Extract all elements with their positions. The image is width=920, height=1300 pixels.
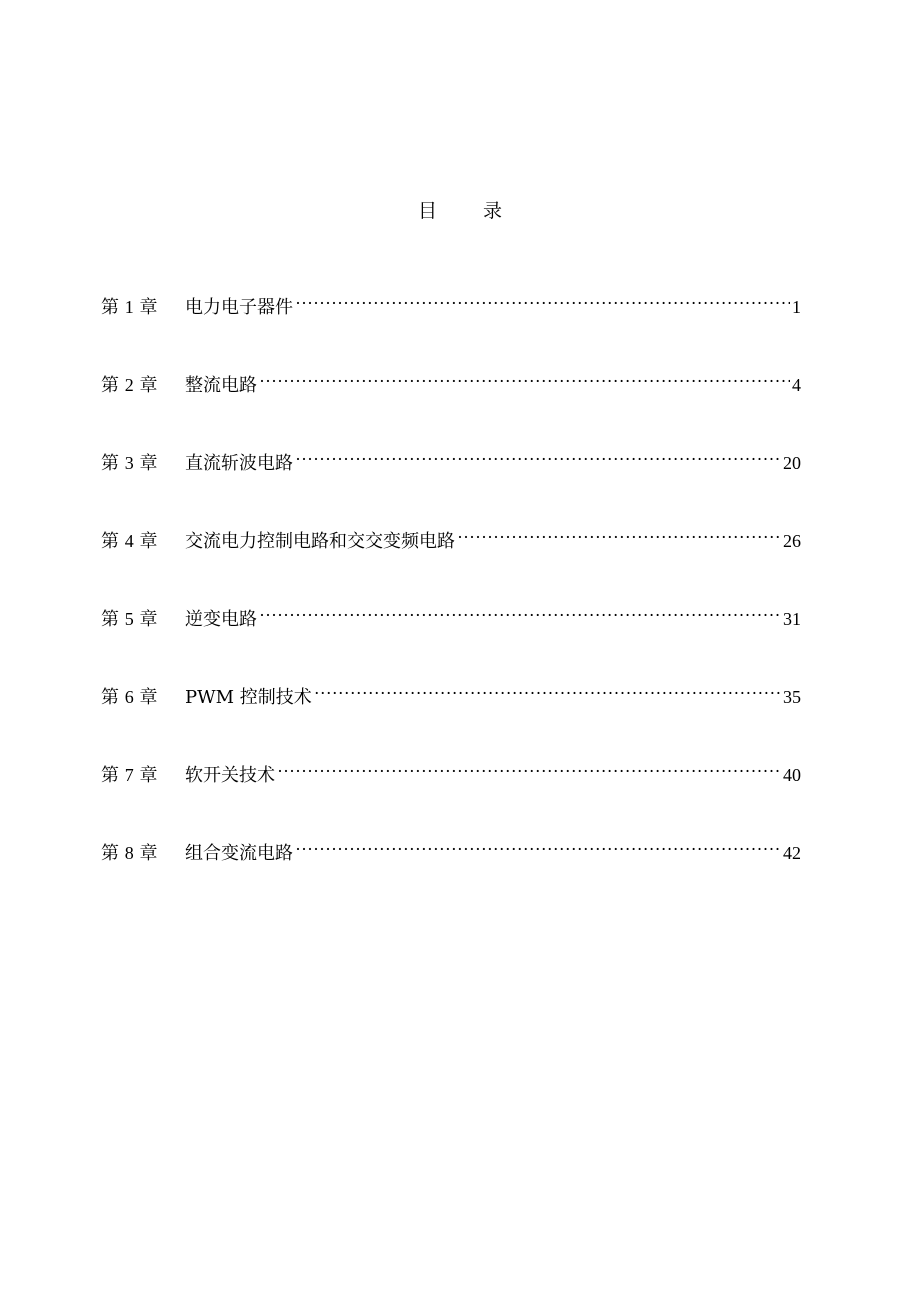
chapter-title: 整流电路 [185,375,257,396]
toc-entry-1[interactable] [101,293,801,371]
page-number: 26 [783,531,801,551]
chapter-title: 交流电力控制电路和交交变频电路 [185,531,455,552]
page-number: 35 [783,687,801,707]
chapter-title: 直流斩波电路 [185,453,293,474]
dot-leader [259,607,781,625]
chapter-title: 电力电子器件 [185,297,293,318]
chapter-label: 第 1 章 [101,297,158,318]
dot-leader [295,295,790,313]
toc-entry-3[interactable] [101,449,801,527]
toc-entry-2[interactable] [101,371,801,449]
dot-leader [295,451,781,469]
chapter-title: PWM 控制技术 [185,687,312,708]
dot-leader [314,685,781,703]
page-number: 20 [783,453,801,473]
dot-leader [277,763,781,781]
chapter-label: 第 7 章 [101,765,158,786]
chapter-title: 软开关技术 [185,765,275,786]
page-number: 40 [783,765,801,785]
chapter-label: 第 2 章 [101,375,158,396]
toc-entry-8[interactable] [101,839,801,917]
toc-list [101,293,801,917]
toc-title: 目 录 [417,200,523,222]
page-number: 4 [792,375,801,395]
toc-entry-7[interactable] [101,761,801,839]
chapter-title: 组合变流电路 [185,843,293,864]
chapter-label: 第 5 章 [101,609,158,630]
chapter-title: 逆变电路 [185,609,257,630]
toc-entry-4[interactable] [101,527,801,605]
chapter-label: 第 3 章 [101,453,158,474]
chapter-label: 第 6 章 [101,687,158,708]
chapter-label: 第 4 章 [101,531,158,552]
dot-leader [295,841,781,859]
page-number: 1 [792,297,801,317]
chapter-label: 第 8 章 [101,843,158,864]
page-number: 42 [783,843,801,863]
page-number: 31 [783,609,801,629]
dot-leader [457,529,781,547]
toc-entry-6[interactable] [101,683,801,761]
toc-entry-5[interactable] [101,605,801,683]
dot-leader [259,373,790,391]
